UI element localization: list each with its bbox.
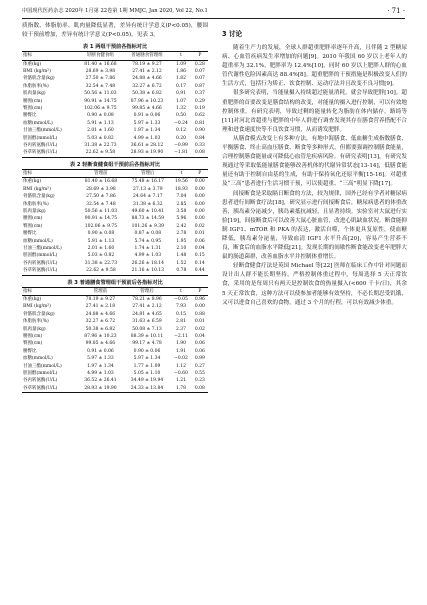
table-row [22, 385, 208, 393]
table-cell: 0.23 [194, 378, 205, 384]
table-cell: 1.82 [175, 76, 186, 82]
table-cell: 7.93 [175, 304, 186, 310]
table-cell: 5.97 ± 1.33 [87, 356, 114, 362]
column-header: 普通膳食管理组 [131, 53, 163, 59]
table-cell: 0.81 [194, 120, 205, 126]
table-cell: 0.15 [194, 253, 205, 259]
table-cell: 28.69 ± 3.98 [85, 69, 116, 74]
row-label: 体重(kg) [23, 179, 42, 185]
table-cell: 31.63 ± 6.59 [132, 319, 162, 325]
table-row [22, 75, 208, 82]
table-row [22, 105, 208, 112]
table-row [22, 267, 208, 275]
table-cell: 0.90 [194, 128, 205, 134]
table-cell: 32.27 ± 6.72 [132, 83, 162, 89]
table-cell: 50.56 ± 11.03 [84, 91, 117, 97]
table-cell: 32.54 ± 7.48 [85, 83, 116, 89]
table-3 [22, 279, 208, 394]
table-cell: 24.88 ± 4.66 [132, 76, 162, 82]
row-label: 甘油三酯(mmol/L) [23, 363, 62, 369]
row-label: 体脂肪率(%) [23, 83, 49, 89]
table-cell: 1.07 [175, 98, 186, 104]
table-cell: −0.05 [174, 296, 188, 302]
table-cell: 5.03 ± 0.82 [87, 253, 115, 259]
row-label: 谷丙转氨酶(U/L) [23, 260, 58, 266]
table-cell: 0.55 [194, 371, 205, 377]
row-label: 骨骼肌含量(kg) [23, 311, 55, 317]
table-cell: 5.74 ± 0.95 [134, 238, 162, 244]
table-cell: 27.13 ± 3.79 [133, 186, 163, 192]
table-1-body [22, 60, 208, 157]
table-row [22, 295, 208, 303]
table-cell: 0.50 [175, 113, 186, 119]
row-label: 臀围(cm) [23, 106, 43, 112]
table-cell: 21.16 ± 10.13 [131, 268, 165, 274]
table-row [22, 348, 208, 355]
table-cell: 1.52 [176, 260, 187, 266]
table-cell: 5.96 [176, 216, 187, 222]
column-header: P [198, 53, 202, 59]
table-cell: 1.97 ± 1.34 [133, 128, 161, 134]
table-cell: 1.21 [175, 378, 186, 384]
table-cell: 99.85 ± 4.66 [132, 106, 162, 112]
row-label: 腰围(cm) [23, 98, 43, 104]
table-cell: 1.77 ± 1.09 [133, 363, 161, 369]
page-number: · 71 · [387, 7, 405, 15]
table-cell: −0.02 [174, 356, 188, 362]
table-row [22, 311, 208, 318]
row-label: 肌肉量(kg) [23, 326, 46, 332]
table-cell: 0.07 [194, 76, 205, 82]
discussion-paragraph-2: 很多研究表明，当能量摄入持续超过能量消耗，就会导致肥胖[10]。超重肥胖的首要改变是膳食结构的改变，对能量的摄入进行控制，可以有效地控制体重。有研究表明，导致过剩的能量转化为脂肪在体内储存。路绮等[11]对河北省超重与肥胖的中年人群进行调查发现其存在膳食营养搭配不合理和进食速度快等不良饮食习惯，从而诱发肥胖。 [222, 90, 407, 133]
table-3-grid [22, 287, 208, 394]
table-cell: 4.99 ± 1.03 [87, 371, 114, 377]
table-cell: 0.08 [194, 150, 205, 156]
column-header: 指标 [23, 53, 32, 59]
row-label: 体脂肪率(%) [23, 319, 49, 325]
row-label: 腰臀比 [23, 348, 37, 354]
table-cell: 32.54 ± 7.48 [86, 201, 116, 207]
table-cell: 34.49 ± 19.94 [130, 378, 164, 384]
table-cell: 87.96 ± 10.23 [130, 98, 164, 104]
table-header-row [22, 169, 208, 177]
table-1-head [22, 52, 208, 60]
table-cell: 0.12 [175, 128, 186, 134]
table-cell: 19.56 [174, 179, 188, 185]
table-cell: 5.91 ± 1.13 [87, 238, 115, 244]
table-cell: 2.81 [175, 319, 186, 325]
table-cell: 81.40 ± 16.68 [84, 179, 118, 185]
table-cell: 24.81 ± 4.65 [132, 311, 162, 317]
table-cell: 0.88 [194, 311, 205, 317]
table-cell: 101.26 ± 9.39 [131, 223, 165, 229]
journal-citation: 中国现代医药杂志 2020年 1月第 22卷第 1期 MMJC, Jan 2020, Vol 22, No.1 [22, 8, 208, 14]
row-label: 谷草转氨酶(U/L) [23, 268, 58, 274]
table-cell: 5.05 ± 1.10 [133, 371, 161, 377]
table-cell: 88.39 ± 10.11 [130, 334, 164, 339]
table-cell: 0.04 [194, 334, 205, 339]
table-cell: 0.91 [175, 91, 186, 97]
table-row [22, 303, 208, 310]
table-cell: 102.06 ± 9.75 [84, 223, 118, 229]
row-label: 臀围(cm) [23, 341, 43, 347]
table-cell: 22.62 ± 9.58 [85, 150, 116, 156]
row-label: BMI (kg/m²) [23, 69, 51, 74]
table-cell: 0.78 [176, 268, 187, 274]
left-column [22, 22, 208, 393]
table-cell: 0.37 [194, 91, 205, 97]
discussion-paragraph-3: 从膳食模式改变上有多种方法，有地中海膳食、低血糖生成指数膳食、平衡膳食、终止高血压膳食、断食等多种形式，但都要强调控制膳食能量，合理控制膳食能量或可降低心血管危疾病风险。有研究表明[13]，有研究发现通过等采取低能量膳食能够改善机体的代谢异常状态[13-14]，低膳食能量还有助于控制自由基的生成，有助于保持氧化还原平衡[15-16]。对超重及“三高”患者进行生活习惯干预，可以使超重、“三高”明显下降[17]。 [222, 135, 407, 188]
table-row [22, 186, 208, 193]
header-rule [22, 18, 405, 19]
table-row [22, 230, 208, 237]
table-cell: 5.03 ± 0.82 [87, 135, 114, 141]
table-cell: 0.14 [194, 260, 205, 266]
table-cell: 1.90 [175, 341, 186, 347]
table-row [22, 223, 208, 230]
table-cell: 1.12 [175, 363, 186, 369]
table-header-row [22, 52, 208, 60]
table-1-grid [22, 51, 208, 158]
row-label: 谷草转氨酶(U/L) [23, 385, 58, 391]
table-row [22, 193, 208, 200]
row-label: 血糖(mmol/L) [23, 356, 53, 362]
row-label: BMI (kg/m²) [23, 186, 51, 192]
table-cell: 2.78 [176, 231, 187, 237]
table-cell: 0.00 [194, 194, 205, 200]
table-cell: 0.00 [194, 186, 205, 192]
table-cell: 99.17 ± 4.78 [132, 341, 162, 347]
table-row [22, 260, 208, 267]
table-cell: 1.09 [175, 61, 186, 67]
table-row [22, 127, 208, 134]
table-cell: 90.91 ± 14.75 [84, 216, 118, 222]
table-cell: 1.86 [175, 69, 186, 74]
table-cell: 0.08 [194, 385, 205, 391]
column-header: 管理后 [140, 288, 154, 294]
table-cell: 27.41 ± 2.18 [85, 304, 116, 310]
table-2-caption: 表 2 轻断食健食组干预前后各指标对比 [69, 161, 161, 168]
row-label: 肌肉量(kg) [23, 91, 46, 97]
table-3-caption: 表 3 普通膳食管理组干预前后各指标对比 [67, 279, 163, 286]
section-heading-discussion: 3 讨论 [222, 30, 243, 38]
row-label: 体重(kg) [23, 296, 42, 302]
table-cell: 0.07 [194, 69, 205, 74]
table-cell: 1.97 ± 1.34 [87, 363, 114, 369]
table-row [22, 83, 208, 90]
table-cell: 1.91 [175, 348, 186, 354]
discussion-paragraph-5: 轻断食健食疗法是英国 Michael 等[22] 医师在临床工作中针对问题而设计出人群不能长期坚持，严格控制体重过程中，每周选择 5 天正常饮食，采用的是每周只有两天是控制饮食的热量摄入(<600 千卡/日)，其余 5 天正常饮食，这种方法可以使参加者能够有效坚持，不必长期忍受饥饿，又可以进食自己喜欢的食物，通过 3 个月的行程，可以有效减少体重。 [222, 263, 407, 306]
table-cell: 2.37 [175, 326, 186, 332]
row-label: 体重(kg) [23, 61, 42, 67]
column-header: t [180, 288, 182, 294]
table-row [22, 120, 208, 127]
row-label: 血糖(mmol/L) [23, 238, 53, 244]
row-label: 血糖(mmol/L) [23, 120, 53, 126]
table-cell: 0.04 [194, 245, 205, 251]
column-header: 指标 [23, 170, 32, 176]
table-cell: 0.87 ± 0.08 [134, 231, 162, 237]
table-cell: 0.19 [194, 106, 205, 112]
table-cell: 27.50 ± 7.86 [86, 194, 116, 200]
table-cell: 1.32 [175, 106, 186, 112]
table-cell: 88.73 ± 14.59 [131, 216, 165, 222]
column-header: 管理后 [141, 170, 155, 176]
table-cell: 5.97 ± 1.33 [133, 120, 161, 126]
table-cell: 0.90 ± 0.08 [87, 231, 115, 237]
table-cell: 2.42 [176, 223, 187, 229]
table-cell: 0.29 [194, 98, 205, 104]
table-cell: 0.91 ± 0.06 [133, 113, 161, 119]
discussion-paragraph-1: 随着生产力的发展，全球人群超重肥胖率逐年升高，且伴随 2 型糖尿病、心血管疾病发生率增加的问题[9]。2010 年我国 60 岁以上老年人的超重率为 32.1%，肥胖率为 12.4%[10]，同时 60 岁以上肥胖人群的心血管代谢性危险因素高达 88.4%[8]。超重肥胖的干预措施是积极改变人们的生活方式，包括行为矫正、饮食控制、运动疗法并且改变不良习惯[9]。 [222, 45, 407, 88]
column-header: t [180, 170, 183, 176]
row-label: 腰围(cm) [23, 334, 43, 339]
table-cell: 50.38 ± 6.82 [85, 326, 116, 332]
table-cell: 1.48 [176, 253, 187, 259]
table-cell: 0.17 [175, 83, 186, 89]
left-intro-paragraph: 质指数、体脂肪率、肌肉量降低显著，差异有统计学意义(P<0.05)，腰围较干预前增加，差异有统计学意义(P<0.05)，见表 3。 [22, 23, 208, 39]
table-cell: 2.01 ± 1.60 [87, 128, 114, 134]
table-cell: 0.15 [175, 311, 186, 317]
table-row [22, 68, 208, 75]
table-cell: 0.01 [194, 231, 205, 237]
table-row [22, 363, 208, 370]
table-cell: 0.01 [194, 319, 205, 325]
right-column [222, 22, 407, 308]
column-header: P [198, 170, 202, 176]
table-cell: 81.40 ± 16.68 [84, 61, 117, 67]
table-2 [22, 161, 208, 276]
row-label: 胆固醇(mmol/L) [23, 135, 58, 141]
table-cell: 22.62 ± 9.58 [86, 268, 116, 274]
column-header: t [180, 53, 182, 59]
table-1 [22, 43, 208, 158]
table-cell: 99.85 ± 4.66 [85, 341, 116, 347]
table-row [22, 90, 208, 97]
table-cell: 0.87 [194, 83, 205, 89]
table-cell: 28.69 ± 3.98 [86, 186, 116, 192]
table-cell: 4.99 ± 1.03 [134, 253, 162, 259]
column-header: 轻断食健食组 [86, 53, 114, 59]
table-cell: 2.85 [176, 201, 187, 207]
table-cell: 0.33 [194, 143, 205, 149]
table-cell: 24.88 ± 4.66 [85, 311, 116, 317]
table-cell: 0.06 [194, 348, 205, 354]
row-label: 胆固醇(mmol/L) [23, 253, 58, 259]
table-cell: 31.38 ± 6.32 [133, 201, 163, 207]
table-cell: 0.00 [194, 216, 205, 222]
row-label: 腰臀比 [23, 113, 37, 119]
table-cell: −1.81 [174, 150, 188, 156]
table-cell: 87.96 ± 10.23 [84, 334, 117, 339]
row-label: 肌肉量(kg) [23, 208, 46, 214]
table-cell: −0.24 [174, 120, 188, 126]
table-cell: 0.02 [194, 326, 205, 332]
table-cell: 49.60 ± 10.41 [131, 208, 165, 214]
table-cell: 0.90 ± 0.06 [133, 348, 161, 354]
table-row [22, 149, 208, 157]
table-row [22, 333, 208, 340]
table-cell: 0.06 [194, 238, 205, 244]
table-3-body [22, 295, 208, 392]
table-cell: 27.50 ± 7.86 [85, 76, 116, 82]
table-cell: 0.27 [194, 363, 205, 369]
table-row [22, 208, 208, 215]
running-header [22, 5, 405, 17]
table-cell: 28.93 ± 19.90 [84, 385, 117, 391]
row-label: 腰臀比 [23, 231, 37, 237]
table-header-row [22, 287, 208, 295]
table-cell: 27.41 ± 2.12 [132, 69, 162, 74]
table-cell: 5.97 ± 1.34 [133, 356, 161, 362]
table-cell: 36.52 ± 26.41 [84, 378, 117, 384]
column-header: P [198, 288, 202, 294]
table-cell: −2.11 [174, 334, 188, 339]
table-cell: 28.93 ± 19.90 [130, 150, 164, 156]
table-2-body [22, 178, 208, 275]
table-cell: 0.91 ± 0.06 [87, 348, 114, 354]
table-cell: 78.21 ± 8.96 [132, 296, 162, 302]
table-cell: 78.19 ± 9.27 [132, 61, 162, 67]
table-cell: 2.10 [176, 245, 187, 251]
table-cell: 7.04 [176, 194, 187, 200]
table-2-head [22, 169, 208, 177]
table-cell: 1.95 [176, 238, 187, 244]
table-cell: 31.38 ± 22.73 [84, 260, 118, 266]
table-row [22, 326, 208, 333]
table-cell: 1.74 ± 1.31 [134, 245, 162, 251]
table-cell: 90.91 ± 14.75 [84, 98, 117, 104]
table-cell: 50.38 ± 6.82 [132, 91, 162, 97]
row-label: 胆固醇(mmol/L) [23, 371, 58, 377]
table-cell: 24.64 ± 7.17 [133, 194, 163, 200]
row-label: 骨骼肌含量(kg) [23, 76, 55, 82]
table-cell: 2.01 ± 1.60 [87, 245, 115, 251]
column-header: 管理前 [93, 288, 108, 294]
table-cell: 78.19 ± 9.27 [85, 296, 116, 302]
table-cell: 102.06 ± 9.75 [84, 106, 117, 112]
table-cell: 4.99 ± 1.03 [133, 135, 161, 141]
table-cell: 0.28 [194, 61, 205, 67]
row-label: 体脂肪率(%) [23, 201, 49, 207]
table-row [22, 377, 208, 384]
table-cell: −0.60 [174, 371, 188, 377]
discussion-paragraph-4: 间接断食是采取隔日断食的方法，较为规律，国外已经有学者对糖尿病患者进行间断食疗法[18]，研究显示进行间接断食后，糖尿病患者的体重改善，胰岛素分泌减少，胰岛素抵抗减轻，且显著持续。实验室对大鼠进行实验[19]，间接断食后可以改善大鼠心脏血管，改进心肌缺血状况。断食能抑制 IGF1、mTOR 和 PKA 的表达，激活自噬，个体更具复原性，使血糖降低，胰岛素分泌量，导致血清 IGF1 水平升高[20]，容易产生营养不良，断食后的血脂水平降低[21]。发现长期的间歇性断食能改变老年肥胖大鼠的肠道菌群，改善血脂水平并控制体重增长。 [222, 190, 407, 261]
table-cell: 0.62 [194, 113, 205, 119]
table-row [22, 355, 208, 362]
table-cell: 0.00 [194, 304, 205, 310]
table-1-caption: 表 1 两组干预前各指标对比 [82, 44, 148, 51]
table-row [22, 318, 208, 325]
row-label: 甘油三酯(mmol/L) [23, 245, 62, 251]
table-cell: 0.96 [194, 296, 205, 302]
table-2-grid [22, 169, 208, 276]
table-cell: 0.90 ± 0.08 [87, 113, 114, 119]
row-label: 臀围(cm) [23, 223, 43, 229]
table-row [22, 370, 208, 377]
table-row [22, 215, 208, 222]
table-cell: 27.41 ± 2.12 [132, 304, 162, 310]
table-cell: 0.20 [175, 135, 186, 141]
table-row [22, 135, 208, 142]
table-cell: 0.00 [194, 179, 205, 185]
row-label: 谷丙转氨酶(U/L) [23, 378, 58, 384]
row-label: 谷草转氨酶(U/L) [23, 150, 58, 156]
table-cell: 50.08 ± 7.13 [132, 326, 162, 332]
table-row [22, 112, 208, 119]
column-header: 管理前 [94, 170, 108, 176]
table-cell: 0.00 [194, 208, 205, 214]
table-row [22, 238, 208, 245]
table-cell: 0.00 [194, 201, 205, 207]
table-cell: 24.33 ± 13.84 [130, 385, 164, 391]
table-cell: 0.06 [194, 341, 205, 347]
table-cell: 0.02 [194, 223, 205, 229]
table-cell: 3.58 [176, 208, 187, 214]
table-row [22, 201, 208, 208]
table-cell: 32.27 ± 6.72 [85, 319, 116, 325]
table-cell: 5.91 ± 1.13 [87, 120, 114, 126]
row-label: BMI (kg/m²) [23, 304, 51, 310]
table-cell: 18.93 [174, 186, 188, 192]
table-row [22, 142, 208, 149]
table-cell: 36.61 ± 28.12 [130, 143, 164, 149]
table-row [22, 340, 208, 347]
row-label: 甘油三酯(mmol/L) [23, 128, 62, 134]
row-label: 骨骼肌含量(kg) [23, 194, 55, 200]
column-header: 指标 [23, 288, 32, 294]
table-cell: 1.78 [175, 385, 186, 391]
table-cell: −0.99 [174, 143, 188, 149]
table-row [22, 98, 208, 105]
row-label: 谷丙转氨酶(U/L) [23, 143, 58, 149]
table-cell: 0.84 [194, 135, 205, 141]
table-cell: 31.38 ± 22.73 [84, 143, 117, 149]
row-label: 腰围(cm) [23, 216, 43, 222]
table-cell: 26.26 ± 18.14 [131, 260, 165, 266]
table-cell: 50.56 ± 11.03 [84, 208, 118, 214]
table-3-head [22, 287, 208, 295]
table-row [22, 178, 208, 186]
table-cell: 0.44 [194, 268, 205, 274]
table-row [22, 245, 208, 252]
table-row [22, 60, 208, 68]
table-cell: 75.48 ± 16.17 [131, 179, 165, 185]
table-row [22, 252, 208, 259]
table-cell: 0.99 [194, 356, 205, 362]
